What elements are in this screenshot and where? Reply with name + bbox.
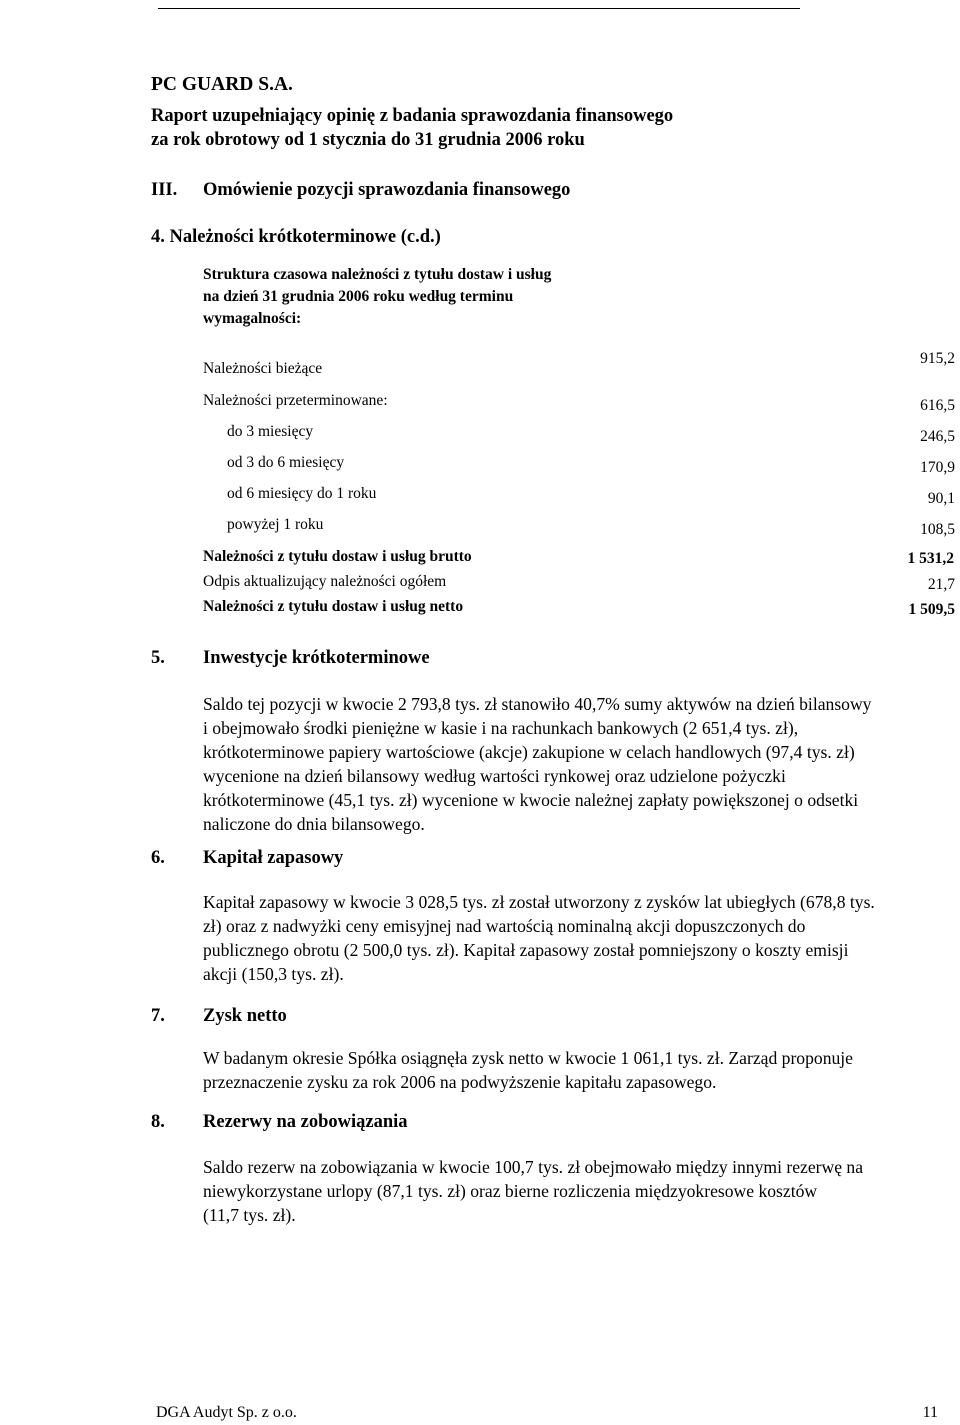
- row-value-total: 1 531,2: [907, 550, 954, 567]
- paragraph-line: zł) oraz z nadwyżki ceny emisyjnej nad wartością nominalną akcji dopuszczonych do: [203, 916, 806, 936]
- footer-company: DGA Audyt Sp. z o.o.: [156, 1404, 297, 1421]
- paragraph-line: wycenione na dzień bilansowy według wartości rynkowej oraz udzielone pożyczki: [203, 766, 786, 786]
- paragraph-line: niewykorzystane urlopy (87,1 tys. zł) oraz bierne rozliczenia międzyokresowe kosztów: [203, 1181, 818, 1201]
- section-6-paragraph: [203, 890, 958, 986]
- company-name: PC GUARD S.A.: [151, 74, 293, 95]
- row-label: Należności przeterminowane:: [203, 392, 388, 409]
- section-7-title: Zysk netto: [203, 1006, 287, 1026]
- section-6-number: 6.: [151, 848, 165, 868]
- row-label: od 6 miesięcy do 1 roku: [227, 485, 377, 502]
- paragraph-line: Kapitał zapasowy w kwocie 3 028,5 tys. zł został utworzony z zysków lat ubiegłych (678,8 tys.: [203, 892, 875, 912]
- paragraph-line: publicznego obrotu (2 500,0 tys. zł). Kapitał zapasowy został pomniejszony o koszty emisji: [203, 940, 849, 960]
- row-label-total: Należności z tytułu dostaw i usług netto: [203, 598, 464, 615]
- row-value: 90,1: [927, 490, 955, 507]
- paragraph-line: krótkoterminowe papiery wartościowe (akcje) zakupione w celach handlowych (97,4 tys. zł): [203, 742, 855, 762]
- section-5-paragraph: [203, 692, 958, 836]
- section-5-title: Inwestycje krótkoterminowe: [203, 648, 430, 668]
- chapter-title: Omówienie pozycji sprawozdania finansowego: [203, 180, 571, 200]
- paragraph-line: przeznaczenie zysku za rok 2006 na podwyższenie kapitału zapasowego.: [203, 1072, 717, 1092]
- section-6-title: Kapitał zapasowy: [203, 848, 344, 868]
- page-number: 11: [922, 1404, 938, 1421]
- paragraph-line: akcji (150,3 tys. zł).: [203, 964, 344, 984]
- chapter-number: III.: [151, 180, 178, 200]
- paragraph-line: i obejmowało środki pieniężne w kasie i na rachunkach bankowych (2 651,4 tys. zł),: [203, 718, 799, 738]
- row-label: do 3 miesięcy: [227, 423, 314, 440]
- row-value: 915,2: [920, 350, 955, 367]
- section-4-intro-line: wymagalności:: [203, 310, 302, 327]
- row-label-total: Należności z tytułu dostaw i usług brutto: [203, 548, 472, 565]
- row-value: 170,9: [920, 459, 955, 476]
- section-7-paragraph: [203, 1046, 958, 1094]
- section-8-title: Rezerwy na zobowiązania: [203, 1112, 408, 1132]
- section-5-number: 5.: [151, 648, 165, 668]
- paragraph-line: (11,7 tys. zł).: [203, 1205, 296, 1225]
- row-label: od 3 do 6 miesięcy: [227, 454, 345, 471]
- top-rule: [158, 8, 800, 9]
- row-label: Należności bieżące: [203, 360, 323, 377]
- row-label: Odpis aktualizujący należności ogółem: [203, 573, 447, 590]
- row-value: 108,5: [920, 521, 955, 538]
- section-7-number: 7.: [151, 1006, 165, 1026]
- section-8-number: 8.: [151, 1112, 165, 1132]
- row-label: powyżej 1 roku: [227, 516, 324, 533]
- section-4-intro-line: na dzień 31 grudnia 2006 roku według terminu: [203, 288, 514, 305]
- paragraph-line: Saldo tej pozycji w kwocie 2 793,8 tys. zł stanowiło 40,7% sumy aktywów na dzień bilansowy: [203, 694, 872, 714]
- row-value: 246,5: [920, 428, 955, 445]
- section-8-paragraph: [203, 1155, 958, 1227]
- paragraph-line: krótkoterminowe (45,1 tys. zł) wycenione w kwocie należnej zapłaty powiększonej o odsetki: [203, 790, 859, 810]
- section-4-intro-line: Struktura czasowa należności z tytułu dostaw i usług: [203, 266, 552, 283]
- report-title-line1: Raport uzupełniający opinię z badania sprawozdania finansowego: [151, 106, 674, 126]
- row-value: 21,7: [927, 576, 955, 593]
- paragraph-line: Saldo rezerw na zobowiązania w kwocie 100,7 tys. zł obejmowało między innymi rezerwę na: [203, 1157, 864, 1177]
- row-value-total: 1 509,5: [908, 601, 955, 618]
- report-title-line2: za rok obrotowy od 1 stycznia do 31 grudnia 2006 roku: [151, 130, 585, 150]
- row-value: 616,5: [920, 397, 955, 414]
- section-4-title: 4. Należności krótkoterminowe (c.d.): [151, 227, 441, 247]
- paragraph-line: naliczone do dnia bilansowego.: [203, 814, 425, 834]
- paragraph-line: W badanym okresie Spółka osiągnęła zysk netto w kwocie 1 061,1 tys. zł. Zarząd proponuje: [203, 1048, 853, 1068]
